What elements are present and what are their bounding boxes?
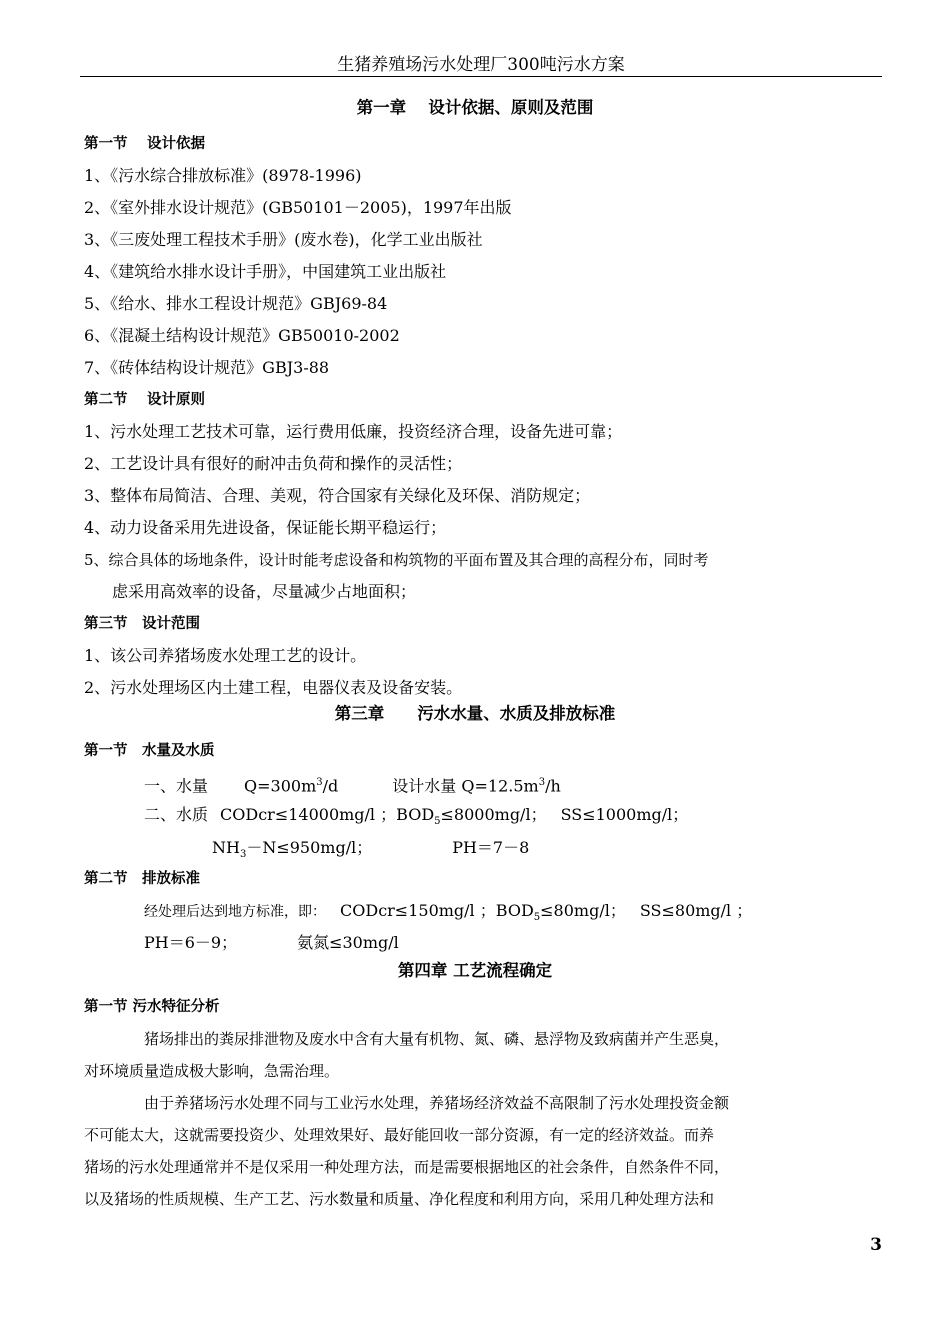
analysis-para-1-line-1: 猪场排出的粪尿排泄物及废水中含有大量有机物、氮、磷、悬浮物及致病菌并产生恶臭， bbox=[144, 1030, 730, 1048]
influent-nh-value: －N≤950mg/l； bbox=[246, 838, 373, 857]
basis-item-5: 5、《给水、排水工程设计规范》GBJ69-84 bbox=[84, 294, 388, 313]
principle-item-1: 1、污水处理工艺技术可靠，运行费用低廉，投资经济合理，设备先进可靠； bbox=[84, 422, 623, 441]
section-1-2-title: 第二节 设计原则 bbox=[84, 391, 206, 408]
header-rule bbox=[80, 76, 882, 77]
water-quantity-label: 一、水量 bbox=[144, 776, 209, 796]
design-quantity-unit-sup: 3 bbox=[538, 777, 546, 788]
discharge-lead: 经处理后达到地方标准，即： bbox=[144, 904, 326, 920]
analysis-para-2-line-1: 由于养猪场污水处理不同与工业污水处理，养猪场经济效益不高限制了污水处理投资金额 bbox=[144, 1094, 730, 1112]
influent-bod-value: ≤8000mg/l； bbox=[440, 805, 547, 824]
water-quality-label: 二、水质 bbox=[144, 805, 209, 824]
chapter-4-title: 第四章 工艺流程确定 bbox=[397, 961, 553, 980]
principle-item-5-cont: 虑采用高效率的设备，尽量减少占地面积； bbox=[112, 582, 417, 601]
section-1-1-title: 第一节 设计依据 bbox=[84, 135, 206, 152]
section-1-3-title: 第三节 设计范围 bbox=[84, 615, 200, 632]
discharge-line-1 bbox=[144, 901, 950, 928]
basis-item-2: 2、《室外排水设计规范》(GB50101－2005)，1997年出版 bbox=[84, 198, 512, 217]
influent-nh-sub: 3 bbox=[239, 849, 247, 861]
chapter-3-title: 第三章 污水水量、水质及排放标准 bbox=[334, 704, 616, 723]
influent-ss: SS≤1000mg/l； bbox=[560, 805, 689, 824]
water-quantity-line bbox=[144, 773, 950, 796]
scope-item-1: 1、该公司养猪场废水处理工艺的设计。 bbox=[84, 646, 367, 665]
water-quality-line-2 bbox=[212, 838, 950, 865]
basis-item-1: 1、《污水综合排放标准》(8978-1996) bbox=[84, 166, 362, 185]
basis-item-6: 6、《混凝土结构设计规范》GB50010-2002 bbox=[84, 326, 400, 345]
section-3-1-title: 第一节 水量及水质 bbox=[84, 742, 215, 759]
analysis-para-2-line-4: 以及猪场的性质规模、生产工艺、污水数量和质量、净化程度和利用方向，采用几种处理方法和 bbox=[84, 1190, 715, 1208]
principle-item-5: 5、综合具体的场地条件，设计时能考虑设备和构筑物的平面布置及其合理的高程分布，同时考 bbox=[84, 551, 709, 569]
principle-item-2: 2、工艺设计具有很好的耐冲击负荷和操作的灵活性； bbox=[84, 454, 463, 473]
influent-bod: BOD bbox=[396, 805, 435, 824]
section-3-2-title: 第二节 排放标准 bbox=[84, 870, 200, 887]
design-quantity-value: Q=12.5m bbox=[461, 776, 539, 796]
influent-bod-sub: 5 bbox=[434, 816, 441, 828]
influent-cod: CODcr≤14000mg/l ； bbox=[220, 805, 397, 824]
discharge-ss: SS≤80mg/l ； bbox=[639, 901, 753, 920]
principle-item-3: 3、整体布局简洁、合理、美观，符合国家有关绿化及环保、消防规定； bbox=[84, 486, 591, 505]
scope-item-2: 2、污水处理场区内土建工程，电器仪表及设备安装。 bbox=[84, 678, 463, 697]
discharge-bod-sub: 5 bbox=[533, 912, 541, 924]
principle-item-4: 4、动力设备采用先进设备，保证能长期平稳运行； bbox=[84, 518, 447, 537]
discharge-line-2 bbox=[144, 933, 950, 953]
basis-item-3: 3、《三废处理工程技术手册》(废水卷)，化学工业出版社 bbox=[84, 230, 483, 249]
page-header: 生猪养殖场污水处理厂300吨污水方案 bbox=[337, 55, 625, 75]
basis-item-7: 7、《砖体结构设计规范》GBJ3-88 bbox=[84, 358, 330, 377]
discharge-bod-value: ≤80mg/l； bbox=[540, 901, 626, 920]
influent-ph: PH＝7－8 bbox=[452, 838, 530, 857]
discharge-nh: 氨氮≤30mg/l bbox=[297, 933, 399, 952]
section-4-1-title: 第一节 污水特征分析 bbox=[84, 998, 220, 1015]
design-quantity-label: 设计水量 bbox=[392, 776, 457, 796]
water-quantity-value: Q=300m bbox=[244, 776, 317, 796]
analysis-para-2-line-3: 猪场的污水处理通常并不是仅采用一种处理方法，而是需要根据地区的社会条件，自然条件不同， bbox=[84, 1158, 730, 1176]
discharge-bod: BOD bbox=[495, 901, 534, 920]
water-quantity-unit-sup: 3 bbox=[316, 777, 323, 788]
design-quantity-unit: /h bbox=[545, 776, 561, 796]
chapter-1-title: 第一章 设计依据、原则及范围 bbox=[356, 98, 594, 117]
page-number: 3 bbox=[870, 1235, 882, 1255]
water-quantity-unit: /d bbox=[322, 776, 339, 796]
basis-item-4: 4、《建筑给水排水设计手册》，中国建筑工业出版社 bbox=[84, 262, 447, 281]
influent-nh: NH bbox=[212, 838, 240, 857]
discharge-cod: CODcr≤150mg/l ； bbox=[340, 901, 496, 920]
analysis-para-1-line-2: 对环境质量造成极大影响，急需治理。 bbox=[84, 1062, 340, 1080]
analysis-para-2-line-2: 不可能太大，这就需要投资少、处理效果好、最好能回收一部分资源，有一定的经济效益。而养 bbox=[84, 1126, 715, 1144]
water-quality-line bbox=[144, 805, 950, 832]
discharge-ph: PH＝6－9； bbox=[144, 933, 238, 952]
